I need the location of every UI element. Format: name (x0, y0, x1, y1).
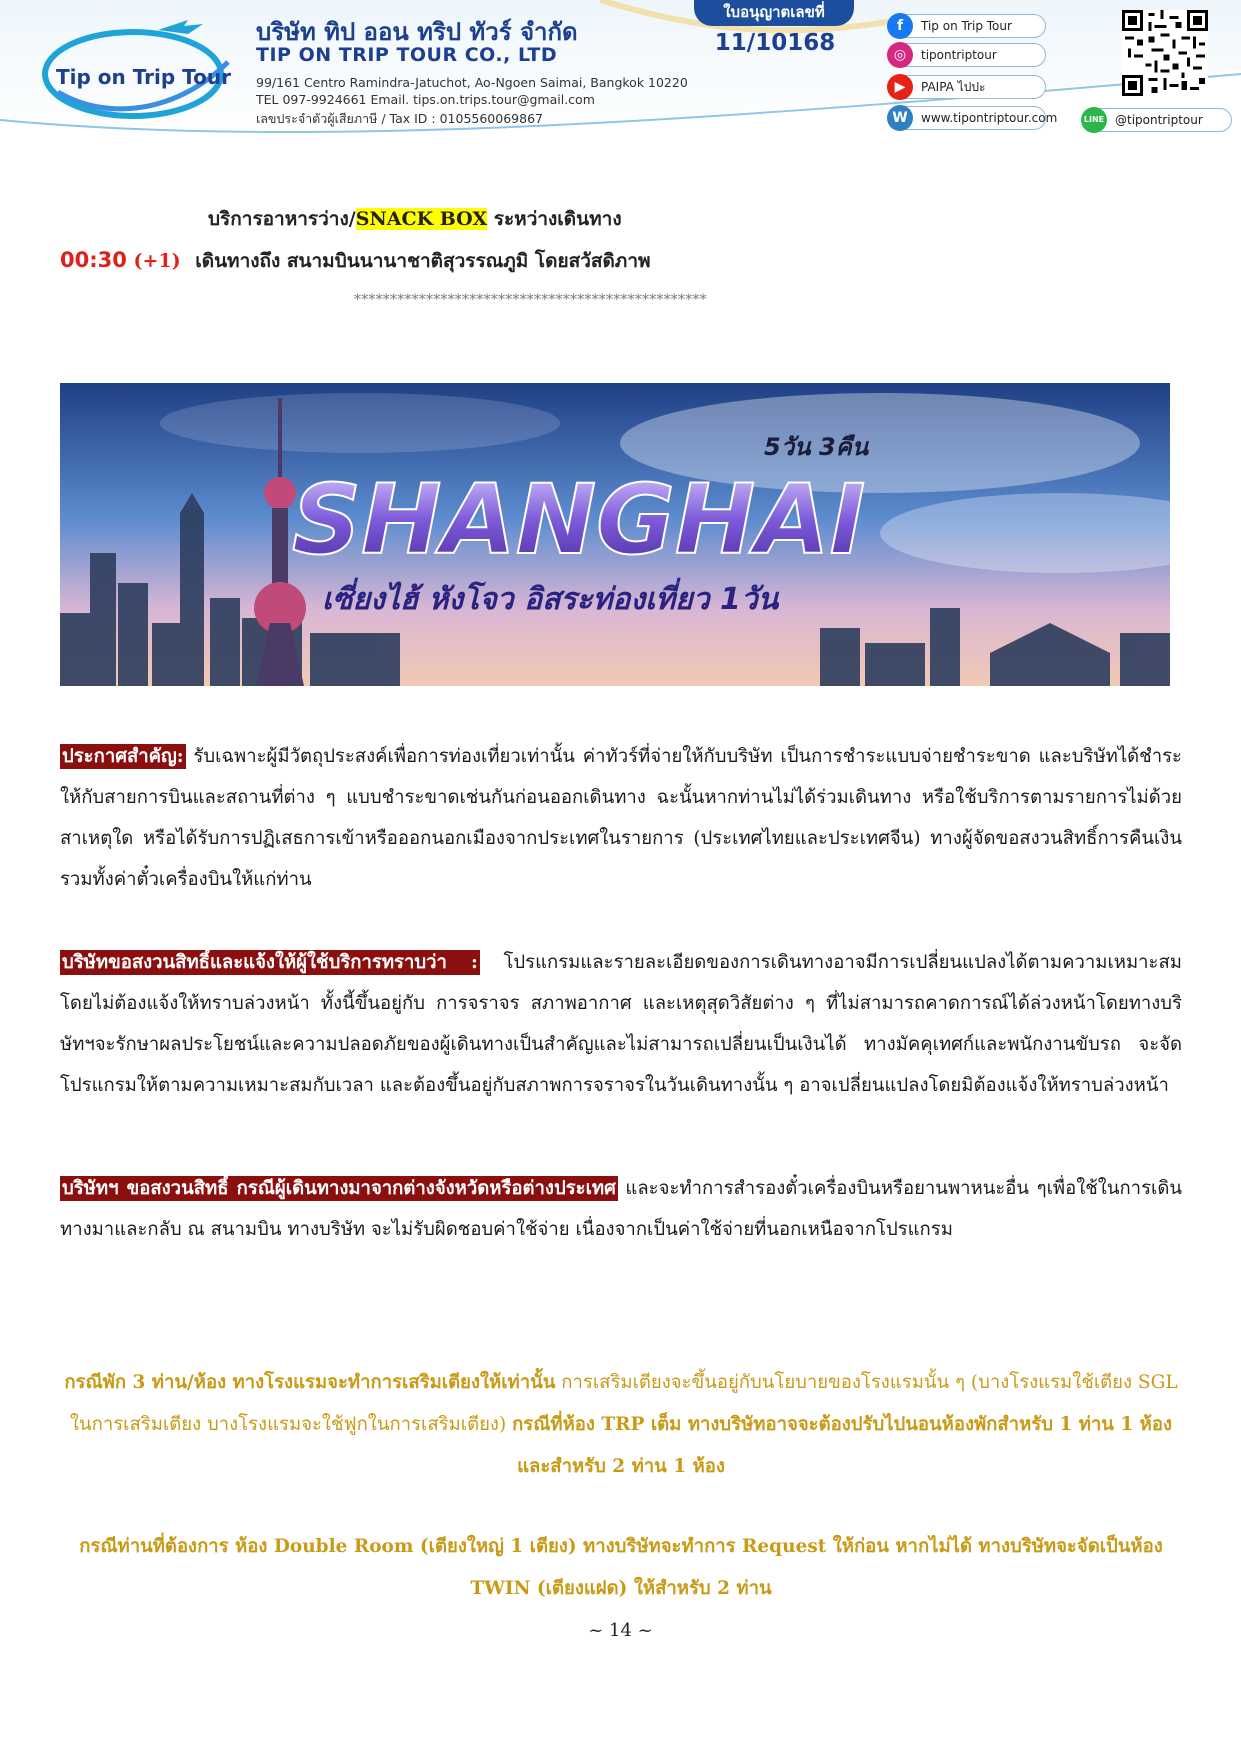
schedule-arrival-line (60, 246, 651, 276)
license-label: ใบอนุญาตเลขที่ (694, 0, 854, 26)
section-divider: ************************************************* (354, 292, 707, 308)
letterhead (0, 0, 1241, 140)
notice-rights (60, 942, 1182, 1106)
social-line[interactable] (1082, 108, 1232, 132)
schedule-snack-line (208, 204, 622, 234)
notice-rights-tag: บริษัทขอสงวนสิทธิ์และแจ้งให้ผู้ใช้บริการทราบว่า : (62, 952, 478, 973)
social-label: www.tipontriptour.com (921, 111, 1058, 125)
room-note-double: กรณีท่านที่ต้องการ ห้อง Double Room (เตียงใหญ่ 1 เตียง) ทางบริษัทจะทำการ Request ให้ก่อน หากไม่ได้ ทางบริษัทจะจัดเป็นห้อง TWIN (เตียงแฝด) ให้สำหรับ 2 ท่าน (79, 1536, 1163, 1599)
instagram-icon: ◎ (887, 42, 913, 68)
snack-box-highlight: SNACK BOX (355, 208, 488, 230)
arrival-description: เดินทางถึง สนามบินนานาชาติสุวรรณภูมิ โดยสวัสดิภาพ (195, 250, 651, 272)
logo-text: Tip on Trip Tour (56, 65, 231, 89)
qr-code (1122, 10, 1208, 96)
shanghai-banner (60, 383, 1170, 686)
license-number: 11/10168 (714, 30, 836, 56)
social-instagram[interactable] (888, 43, 1046, 67)
room-note-triple-bold: กรณีพัก 3 ท่าน/ห้อง ทางโรงแรมจะทำการเสริมเตียงให้เท่านั้น (64, 1372, 556, 1393)
notice-travel-from-province (60, 1168, 1182, 1250)
facebook-icon: f (887, 13, 913, 39)
notice-travel-text: และจะทำการสำรองตั๋วเครื่องบินหรือยานพาหนะอื่น ๆเพื่อใช้ในการเดินทางมาและกลับ ณ สนามบิน ทางบริษัท จะไม่รับผิดชอบค่าใช้จ่าย เนื่องจากเป็นค่าใช้จ่ายที่นอกเหนือจากโปรแกรม (60, 1178, 1182, 1240)
snack-text-pre: บริการอาหารว่าง/ (208, 208, 356, 230)
room-note-triple-bold2: กรณีที่ห้อง TRP เต็ม ทางบริษัทอาจจะต้องปรับไปนอนห้องพักสำหรับ 1 ท่าน 1 ห้องและสำหรับ 2 ท่าน 1 ห้อง (512, 1414, 1173, 1477)
social-label: PAIPA ไปปะ (921, 80, 986, 94)
arrival-day-offset: (+1) (133, 250, 181, 272)
arrival-time: 00:30 (60, 248, 127, 272)
company-tax-id: เลขประจำตัวผู้เสียภาษี / Tax ID : 0105560069867 (256, 111, 543, 126)
web-icon: W (887, 105, 913, 131)
banner-title: SHANGHAI (292, 464, 866, 576)
company-address: 99/161 Centro Ramindra-Jatuchot, Ao-Ngoen Saimai, Bangkok 10220 (256, 75, 688, 90)
company-contact: TEL 097-9924661 Email. tips.on.trips.tour@gmail.com (256, 92, 595, 107)
social-label: tipontriptour (921, 48, 997, 62)
snack-text-post: ระหว่างเดินทาง (487, 208, 622, 230)
notice-important (60, 736, 1182, 900)
room-note-triple-text: การเสริมเตียงจะขึ้นอยู่กับนโยบายของโรงแรมนั้น ๆ (บางโรงแรมใช้เตียง SGL ในการเสริมเตียง บางโรงแรมจะใช้ฟูกในการเสริมเตียง) (69, 1372, 1178, 1435)
social-facebook[interactable] (888, 14, 1046, 38)
company-name-english: TIP ON TRIP TOUR CO., LTD (256, 44, 558, 66)
banner-subtitle: เซี่ยงไฮ้ หังโจว อิสระท่องเที่ยว 1วัน (322, 582, 779, 617)
line-icon: LINE (1081, 107, 1107, 133)
notice-important-tag: ประกาศสำคัญ: (62, 746, 184, 767)
line-label: @tipontriptour (1115, 113, 1203, 127)
notice-rights-text: โปรแกรมและรายละเอียดของการเดินทางอาจมีการเปลี่ยนแปลงได้ตามความเหมาะสม โดยไม่ต้องแจ้งให้ทราบล่วงหน้า ทั้งนี้ขึ้นอยู่กับ การจราจร สภาพอากาศ และเหตุสุดวิสัยต่าง ๆ ที่ไม่สามารถคาดการณ์ได้ล่วงหน้าโดยทางบริษัทฯจะรักษาผลประโยชน์และความปลอดภัยของผู้เดินทางเป็นสำคัญและไม่สามารถเปลี่ยนเป็นเงินได้ ทางมัคคุเทศก์และพนักงานขับรถ จะจัดโปรแกรมให้ตามความเหมาะสมกับเวลา และต้องขึ้นอยู่กับสภาพการจราจรในวันเดินทางนั้น ๆ อาจเปลี่ยนแปลงโดยมิต้องแจ้งให้ทราบล่วงหน้า (60, 952, 1182, 1096)
room-note-triple (60, 1362, 1182, 1488)
banner-duration: 5วัน 3คืน (764, 433, 869, 461)
youtube-icon: ▶ (887, 74, 913, 100)
page-number: ~ 14 ~ (588, 1620, 653, 1641)
social-website[interactable] (888, 106, 1058, 130)
company-name-thai: บริษัท ทิป ออน ทริป ทัวร์ จำกัด (256, 18, 578, 46)
social-youtube[interactable] (888, 75, 1046, 99)
social-label: Tip on Trip Tour (921, 19, 1012, 33)
notice-travel-tag: บริษัทฯ ขอสงวนสิทธิ์ กรณีผู้เดินทางมาจากต่างจังหวัดหรือต่างประเทศ (62, 1178, 616, 1199)
company-logo (38, 12, 238, 122)
notice-important-text: รับเฉพาะผู้มีวัตถุประสงค์เพื่อการท่องเที่ยวเท่านั้น ค่าทัวร์ที่จ่ายให้กับบริษัท เป็นการชำระแบบจ่ายชำระขาด และบริษัทได้ชำระให้กับสายการบินและสถานที่ต่าง ๆ แบบชำระขาดเช่นกันก่อนออกเดินทาง ฉะนั้นหากท่านไม่ได้ร่วมเดินทาง หรือใช้บริการตามรายการไม่ด้วยสาเหตุใด หรือได้รับการปฏิเสธการเข้าหรือออกนอกเมืองจากประเทศในรายการ (ประเทศไทยและประเทศจีน) ทางผู้จัดขอสงวนสิทธิ์การคืนเงินรวมทั้งค่าตั๋วเครื่องบินให้แก่ท่าน (60, 746, 1182, 890)
